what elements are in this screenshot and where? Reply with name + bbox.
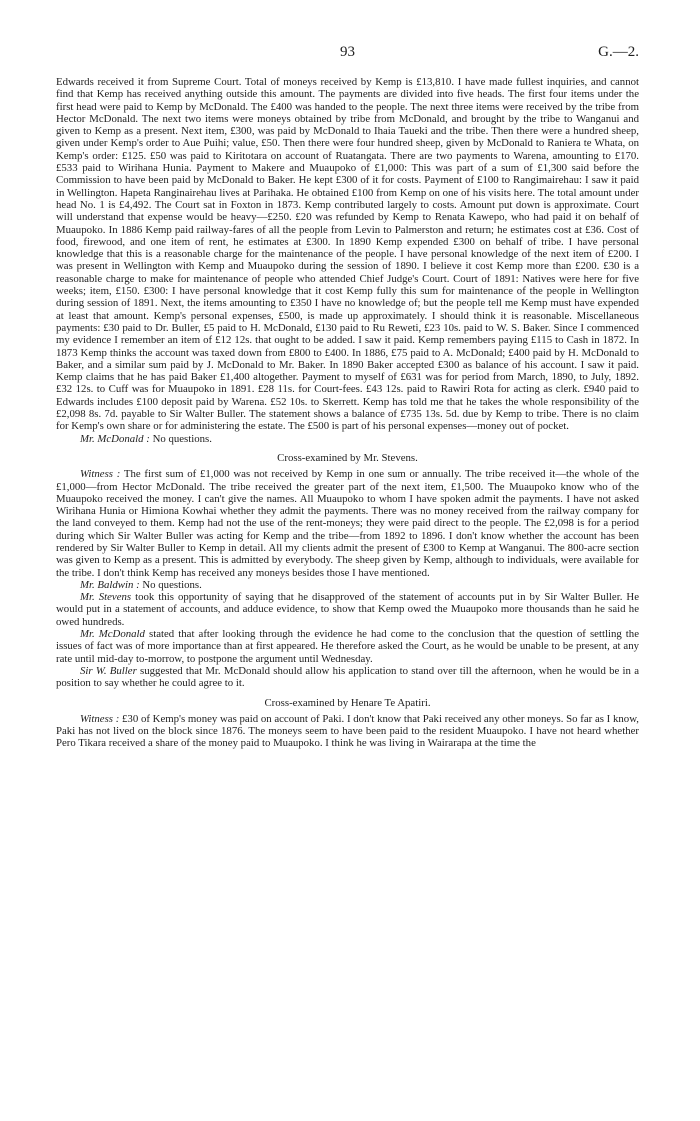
section-heading-henare: Cross-examined by Henare Te Apatiri.	[264, 696, 431, 709]
paragraph-evidence: Edwards received it from Supreme Court. Total of moneys received by Kemp is £13,810. I have made fullest inquiries, and cannot find that Kemp has received anything outside this amount. The payments are divided into five heads. The first four items under the first head were paid to Kemp by McDonald. The £400 was handed to the people. The next three items were received by the tribe from Hector McDonald. The next two items were moneys obtained by tribe from McDonald, and brought by the tribe to Wanganui and given to Kemp as a present. Next item, £300, was paid by McDonald to Ihaia Taueki and the tribe. Then there were a hundred sheep, given under Kemp's order to Aue Puihi; value, £50. Then there were four hundred sheep, given by McDonald to Raniera te Whata, on Kemp's order: £125. £50 was paid to Kiritotara on account of Ruatangata. There are two payments to Warena, amounting to £170. £533 paid to Wirihana Hunia. Payment to Makere and Muaupoko of £1,000: This was part of a sum of £1,300 said before the Commission to have been paid by McDonald to Baker. He kept £300 of it for costs. Payment of £100 to Rangimairehau: I saw it paid in Wellington. Hapeta Ranginairehau lives at Parihaka. He obtained £100 from Kemp on one of his visits here. The total amount under head No. 1 is £4,492. The Court sat in Foxton in 1873. Kemp contributed largely to costs. Amount put down is approximate. Court will understand that expense would be heavy—£250. £20 was refunded by Kemp to Renata Kawepo, who had paid it on behalf of Muaupoko. In 1886 Kemp paid railway-fares of all the people from Levin to Palmerston and return; he estimates cost at £36. Cost of food, firewood, and one item of rent, he estimates at £300. In 1890 Kemp expended £300 on behalf of tribe. I have personal knowledge that this is a reasonable charge for the maintenance of the people. I have personal knowledge of the next item of £200. I was present in Wellington with Kemp and Muaupoko during the session of 1890. I believe it cost Kemp more than £200. £30 is a reasonable charge to make for maintenance of people who attended Chief Judge's Court. Court of 1891: Natives were here for five weeks; item, £150. £300: I have personal knowledge that it cost Kemp fully this sum for maintenance of the people in Wellington during session of 1891. Next, the items amounting to £350 I have no knowledge of; but the people tell me Kemp must have expended at least that amount. Kemp's personal expenses, £500, is made up approximately. I should think it is reasonable. Miscellaneous payments: £30 paid to Dr. Buller, £5 paid to H. McDonald, £130 paid to Ru Reweti, £23 10s. paid to W. S. Baker. Since I commenced my evidence I remember an item of £12 12s. that ought to be added. I saw it paid. Kemp remembers paying £115 to Cash in 1872. In 1873 Kemp thinks the account was taxed down from £800 to £400. In 1886, £75 paid to A. McDonald; £400 paid by H. McDonald to Baker, and a similar sum paid by J. McDonald to Mr. Baker. In 1890 Baker accepted £300 as balance of his account. I saw it paid. Kemp claims that he has paid Baker £1,400 altogether. Payment to myself of £631 was for period from March, 1890, to July, 1892. £32 12s. to Cuff was for Muaupoko in 1891. £28 11s. for Court-fees. £43 12s. paid to Rawiri Rota for acting as clerk. £940 paid to Edwards includes £100 deposit paid by Warena. £52 10s. to Skerrett. Kemp has told me that he takes the whole responsibility of the £2,098 8s. 7d. payable to Sir Walter Buller. The statement shows a balance of £735 13s. 5d. due by Kemp to tribe. There is no claim for Kemp's own share or for administering the estate. The £500 is part of his personal expenses—money out of pocket.	[56, 76, 639, 433]
paragraph-buller-statement	[56, 665, 639, 690]
paragraph-mcdonald-no-questions	[56, 433, 639, 445]
speech-text: £30 of Kemp's money was paid on account of Paki. I don't know that Paki received any other moneys. So far as I know, Paki has not lived on the block since 1876. The moneys seem to have been paid to the resident Muaupoko. I have not heard whether Pero Tikara received a share of the money paid to Muaupoko. I think he was living in Wairarapa at the time the	[56, 712, 639, 750]
speaker-label: Mr. McDonald	[80, 628, 145, 641]
document-reference: G.—2.	[598, 44, 639, 60]
speech-text: The first sum of £1,000 was not received by Kemp in one sum or annually. The tribe received it—the whole of the £1,000—from Hector McDonald. The tribe received the greater part of the next item, £1,500. The Muaupoko know who of the Muaupoko received the money. I can't give the names. All Muaupoko to whom I have spoken admit the payments. I have not asked Wirihana Hunia or Himiona Kowhai whether they admit the payments. There was no money received from the railway company for the land conveyed to them. Kemp had not the use of the rent-moneys; they were paid direct to the people. The £2,098 is for a period during which Sir Walter Buller was acting for Kemp and the tribe—from 1892 to 1896. I don't know whether the account has been rendered by Sir Walter Buller to Kemp in detail. All my clients admit the present of £300 to Kemp at Wanganui. The 800-acre section was given to Kemp as a present. This is admitted by everybody. The sheep given by Kemp, although to individuals, were available for the tribe. I don't think Kemp has received any moneys besides those I have mentioned.	[56, 468, 639, 579]
paragraph-baldwin	[56, 579, 639, 591]
document-body	[56, 76, 639, 750]
speaker-label: Sir W. Buller	[80, 664, 137, 677]
speech-text: took this opportunity of saying that he disapproved of the statement of accounts put in by Sir Walter Buller. He would put in a statement of accounts, and adduce evidence, to show that Kemp owed the Muaupoko more thousands than he said he owed hundreds.	[56, 591, 640, 628]
speaker-label: Witness :	[80, 468, 121, 481]
speaker-label: Mr. McDonald :	[80, 432, 150, 445]
speaker-label: Witness :	[80, 712, 120, 725]
paragraph-stevens-statement	[56, 591, 639, 628]
speech-text: stated that after looking through the evidence he had come to the conclusion that the question of settling the issues of fact was of more importance than at first appeared. He therefore asked the Court, as he would be unable to be present, at any rate until mid-day to-morrow, to postpone the argument until Wednesday.	[56, 628, 639, 665]
paragraph-witness-stevens	[56, 468, 639, 579]
page-number: 93	[340, 44, 355, 60]
speech-text: suggested that Mr. McDonald should allow his application to stand over till the afternoon, when he would be in a position to say whether he could agree to it.	[56, 664, 639, 690]
page-header	[56, 44, 639, 68]
section-heading-stevens: Cross-examined by Mr. Stevens.	[277, 451, 418, 464]
document-page	[56, 44, 639, 750]
speaker-label: Mr. Stevens	[80, 591, 132, 604]
speech-text: No questions.	[139, 578, 202, 591]
paragraph-witness-henare	[56, 713, 639, 750]
speaker-label: Mr. Baldwin :	[80, 578, 140, 591]
paragraph-mcdonald-statement	[56, 628, 639, 665]
speech-text: No questions.	[149, 432, 212, 445]
